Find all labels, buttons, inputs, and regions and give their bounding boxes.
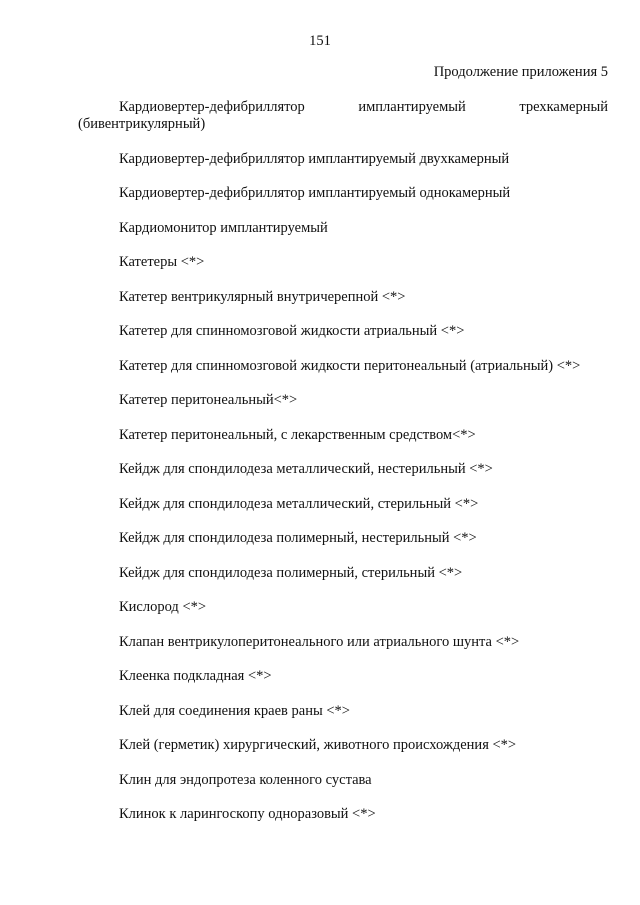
list-item [78,530,608,547]
list-item-text: Клей (герметик) хирургический, животного происхождения <*> [119,737,517,753]
list-item-text: Кейдж для спондилодеза полимерный, нестерильный <*> [119,530,477,546]
list-item [78,772,608,789]
list-item [78,323,608,340]
list-item-text: Кардиовертер-дефибриллятор имплантируемый трехкамерный [119,99,608,115]
list-item [78,634,608,651]
list-item-text: Катетер перитонеальный<*> [119,392,298,408]
list-item-text: Катетер для спинномозговой жидкости атриальный <*> [119,323,465,339]
list-item [78,806,608,823]
list-item-text: Катетер вентрикулярный внутричерепной <*> [119,288,406,305]
list-item [78,358,608,375]
list-item-text: Кейдж для спондилодеза полимерный, стерильный <*> [119,564,463,581]
list-item [78,599,608,616]
list-item [78,392,608,409]
list-item-text: Кислород <*> [119,599,207,615]
list-item-text: Кейдж для спондилодеза металлический, стерильный <*> [119,495,479,512]
list-item-text: Клапан вентрикулоперитонеального или атриального шунта <*> [119,633,520,650]
list-item [78,289,608,306]
list-item-text: Кардиовертер-дефибриллятор имплантируемый однокамерный [119,185,511,201]
list-item [78,254,608,271]
list-item [78,151,608,168]
list-item [78,496,608,513]
list-item [78,461,608,478]
list-item [78,427,608,444]
list-item-text: Катетер для спинномозговой жидкости перитонеальный (атриальный) <*> [119,357,581,374]
list-item [78,99,608,133]
list-item-text: Кардиовертер-дефибриллятор имплантируемый двухкамерный [119,150,510,167]
list-item [78,220,608,237]
list-item [78,737,608,754]
list-item [78,185,608,202]
list-item-text: Клей для соединения краев раны <*> [119,702,350,719]
list-item-text: Клеенка подкладная <*> [119,668,272,684]
list-item-text: Кардиомонитор имплантируемый [119,219,328,236]
list-item-text: Катетеры <*> [119,254,205,270]
list-item-text: Клинок к ларингоскопу одноразовый <*> [119,806,376,822]
appendix-note: Продолжение приложения 5 [433,64,608,80]
item-list [78,99,608,841]
list-item [78,668,608,685]
page-number: 151 [309,33,331,49]
list-item-text: Кейдж для спондилодеза металлический, нестерильный <*> [119,461,493,477]
list-item-text: Клин для эндопротеза коленного сустава [119,771,372,788]
list-item-text: Катетер перитонеальный, с лекарственным средством<*> [119,426,476,443]
list-item-continuation: (бивентрикулярный) [78,116,206,132]
list-item [78,565,608,582]
list-item [78,703,608,720]
